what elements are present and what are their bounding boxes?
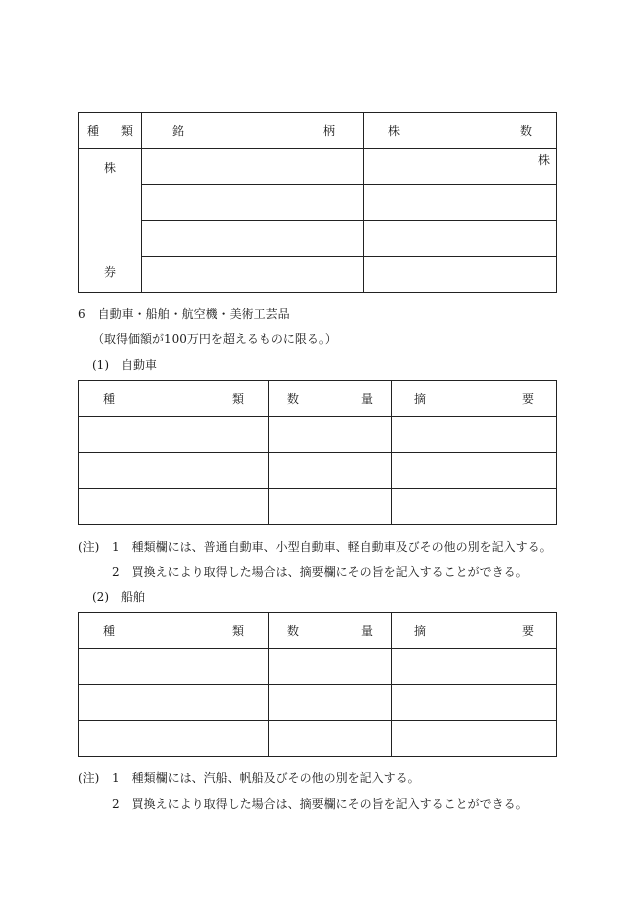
brand-field[interactable] — [142, 185, 364, 221]
kind-label-bottom: 券 — [103, 265, 116, 279]
car-note-2: 2 買換えにより取得した場合は、摘要欄にその旨を記入することができる。 — [112, 565, 528, 579]
unit-label: 株 — [537, 153, 550, 167]
stock-table — [78, 112, 557, 293]
header-summary: 摘 要 — [392, 381, 557, 417]
count-field[interactable] — [364, 185, 557, 221]
count-field[interactable] — [364, 221, 557, 257]
table-row — [79, 417, 557, 453]
count-field[interactable] — [364, 257, 557, 293]
summary-field[interactable] — [392, 453, 557, 489]
kind-field[interactable] — [79, 721, 269, 757]
table-row — [79, 221, 557, 257]
section-6-heading: 6 自動車・船舶・航空機・美術工芸品 — [78, 307, 290, 321]
car-note-1: 1 種類欄には、普通自動車、小型自動車、軽自動車及びその他の別を記入する。 — [112, 540, 552, 554]
ship-note-1: 1 種類欄には、汽船、帆船及びその他の別を記入する。 — [112, 771, 420, 785]
summary-field[interactable] — [392, 649, 557, 685]
table-row — [79, 649, 557, 685]
section-6-condition: （取得価額が100万円を超えるものに限る。） — [92, 332, 337, 346]
table-row — [79, 149, 557, 185]
car-table-header — [79, 381, 557, 417]
kind-label-top: 株 — [103, 161, 116, 175]
qty-field[interactable] — [269, 453, 392, 489]
kind-field[interactable] — [79, 417, 269, 453]
ship-note-label: (注) — [78, 771, 100, 785]
header-count: 株 数 — [364, 113, 557, 149]
ship-table-header — [79, 613, 557, 649]
table-row — [79, 489, 557, 525]
header-kind: 種 類 — [79, 113, 142, 149]
qty-field[interactable] — [269, 649, 392, 685]
car-table — [78, 380, 557, 525]
ship-heading: (2) 船舶 — [92, 590, 145, 604]
table-row — [79, 185, 557, 221]
brand-field[interactable] — [142, 221, 364, 257]
kind-field[interactable] — [79, 453, 269, 489]
ship-note-2: 2 買換えにより取得した場合は、摘要欄にその旨を記入することができる。 — [112, 797, 528, 811]
kind-cell-stock — [79, 149, 142, 293]
header-brand: 銘 柄 — [142, 113, 364, 149]
qty-field[interactable] — [269, 417, 392, 453]
table-row — [79, 257, 557, 293]
car-note-label: (注) — [78, 540, 100, 554]
qty-field[interactable] — [269, 721, 392, 757]
qty-field[interactable] — [269, 685, 392, 721]
summary-field[interactable] — [392, 721, 557, 757]
kind-field[interactable] — [79, 489, 269, 525]
car-heading: (1) 自動車 — [92, 358, 157, 372]
header-kind: 種 類 — [79, 381, 269, 417]
ship-table — [78, 612, 557, 757]
header-qty: 数 量 — [269, 381, 392, 417]
kind-field[interactable] — [79, 649, 269, 685]
header-summary: 摘 要 — [392, 613, 557, 649]
stock-table-header — [79, 113, 557, 149]
summary-field[interactable] — [392, 417, 557, 453]
header-kind: 種 類 — [79, 613, 269, 649]
table-row — [79, 685, 557, 721]
kind-field[interactable] — [79, 685, 269, 721]
brand-field[interactable] — [142, 257, 364, 293]
table-row — [79, 453, 557, 489]
summary-field[interactable] — [392, 489, 557, 525]
summary-field[interactable] — [392, 685, 557, 721]
qty-field[interactable] — [269, 489, 392, 525]
table-row — [79, 721, 557, 757]
header-qty: 数 量 — [269, 613, 392, 649]
brand-field[interactable] — [142, 149, 364, 185]
count-field[interactable] — [364, 149, 557, 185]
